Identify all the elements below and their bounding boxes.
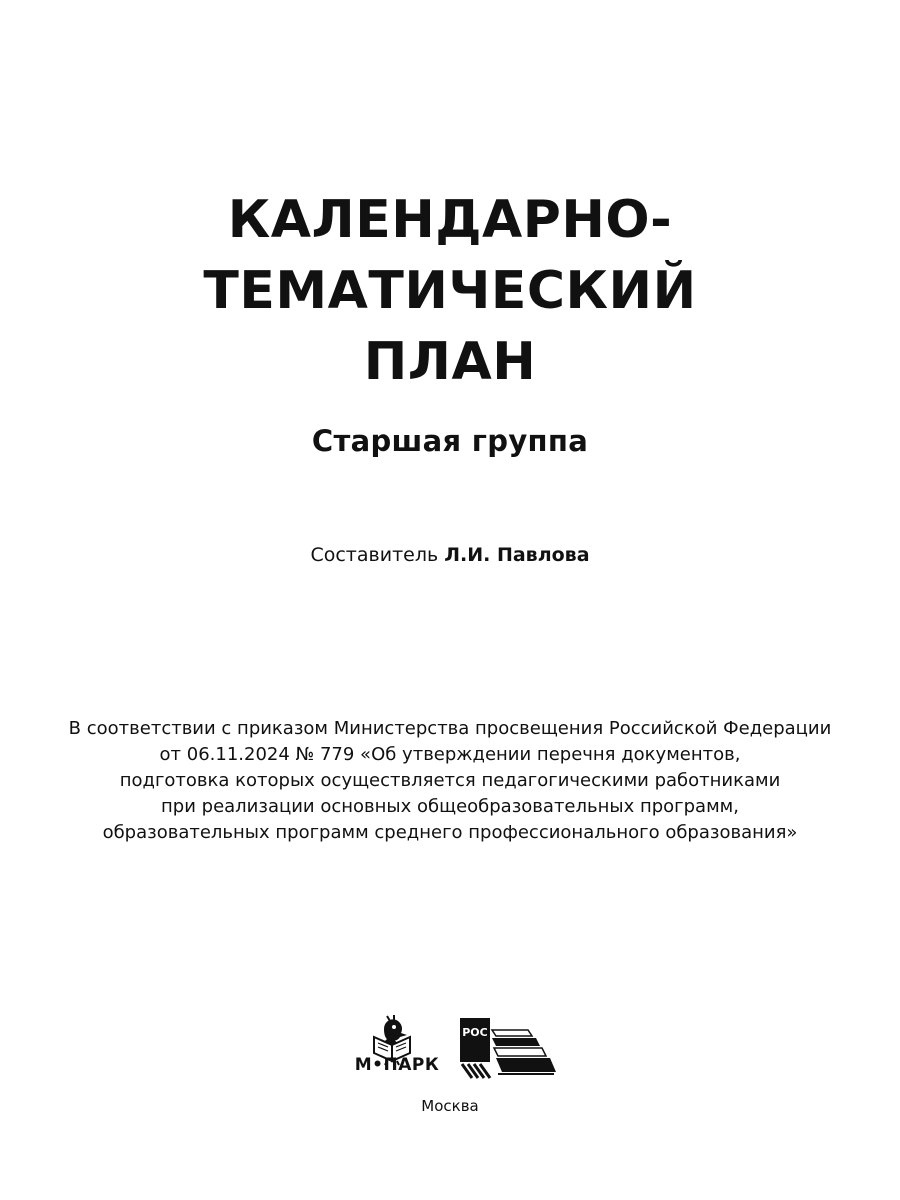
compiler-label: Составитель [310,544,439,566]
order-note-line-1: В соответствии с приказом Министерства просвещения Российской Федерации [68,718,832,739]
order-note-line-2: от 06.11.2024 № 779 «Об утверждении перечня документов, [159,744,741,765]
order-note [0,716,900,846]
order-note-line-3: подготовка которых осуществляется педагогическими работниками [119,770,781,791]
compiler-credit [0,541,900,569]
book-subtitle: Старшая группа [311,424,589,458]
compiler-name: Л.И. Павлова [444,544,590,566]
title-line-2: ТЕМАТИЧЕСКИЙ [203,261,697,321]
title-line-3: ПЛАН [363,332,537,392]
order-note-line-4: при реализации основных общеобразовательных программ, [161,796,739,817]
book-stack-logo-icon [458,1016,560,1080]
book-stack-logo-text: РОС [462,1026,488,1039]
order-note-line-5: образовательных программ среднего профессионального образования» [102,822,798,843]
title-line-1: КАЛЕНДАРНО- [227,190,673,250]
mpark-logo-label: М•ПАРК [354,1055,440,1075]
book-title [0,185,900,398]
publication-city: Москва [421,1097,479,1115]
